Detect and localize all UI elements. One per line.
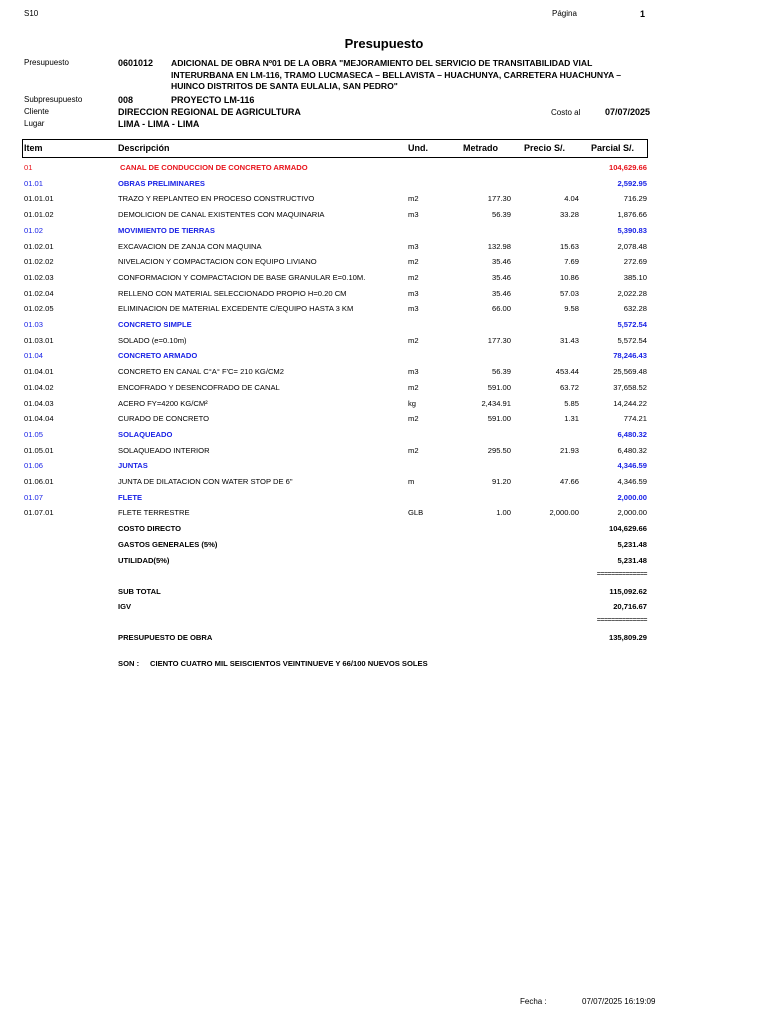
item-parcial: 385.10: [623, 272, 647, 282]
item-precio: 453.44: [555, 367, 579, 377]
col-metrado: Metrado: [463, 143, 499, 153]
item-metrado: 66.00: [491, 304, 511, 314]
item-code: 01.01.01: [24, 194, 54, 204]
table-row: [0, 163, 768, 177]
item-code: 01.02.04: [24, 288, 54, 298]
item-unit: kg: [408, 398, 417, 408]
col-item: Item: [24, 143, 43, 153]
item-description: CONCRETO SIMPLE: [118, 320, 192, 329]
costo-label: Costo al: [551, 108, 581, 117]
item-parcial: 5,572.54: [617, 320, 647, 329]
item-parcial: 6,480.32: [617, 445, 647, 455]
col-precio: Precio S/.: [524, 143, 566, 153]
item-precio: 15.63: [559, 241, 579, 251]
subpresupuesto-code: 008: [118, 95, 134, 105]
item-code: 01.05.01: [24, 445, 54, 455]
presupuesto-code: 0601012: [118, 58, 154, 68]
item-unit: m2: [408, 194, 419, 204]
item-description: CANAL DE CONDUCCION DE CONCRETO ARMADO: [120, 163, 308, 172]
item-description: FLETE: [118, 492, 143, 502]
item-description: JUNTA DE DILATACION CON WATER STOP DE 6": [118, 477, 293, 486]
item-description: OBRAS PRELIMINARES: [118, 178, 205, 188]
utilidad-label: UTILIDAD(5%): [118, 556, 170, 565]
table-row: [0, 508, 768, 522]
col-parcial: Parcial S/.: [591, 143, 635, 153]
item-unit: m2: [408, 382, 419, 392]
presupuesto-obra-label: PRESUPUESTO DE OBRA: [118, 633, 213, 642]
col-descripcion: Descripción: [118, 143, 170, 153]
item-precio: 21.93: [559, 445, 579, 455]
page-number: 1: [640, 9, 646, 19]
item-code: 01.06.01: [24, 477, 54, 486]
item-description: RELLENO CON MATERIAL SELECCIONADO PROPIO H=0.20 CM: [118, 288, 347, 298]
item-parcial: 37,658.52: [613, 382, 647, 392]
item-metrado: 56.39: [491, 367, 511, 377]
item-precio: 9.58: [564, 304, 579, 314]
item-unit: m2: [408, 335, 419, 345]
item-code: 01.05: [24, 429, 44, 439]
item-description: FLETE TERRESTRE: [118, 508, 190, 518]
item-metrado: 177.30: [487, 194, 511, 204]
subtotal-label: SUB TOTAL: [118, 587, 161, 596]
item-code: 01.02.02: [24, 257, 54, 267]
item-code: 01.01.02: [24, 210, 54, 220]
item-code: 01.01: [24, 178, 44, 188]
item-precio: 4.04: [564, 194, 579, 204]
totals-row-presupuesto: [0, 633, 768, 647]
item-description: NIVELACION Y COMPACTACION CON EQUIPO LIVIANO: [118, 257, 317, 267]
igv-label: IGV: [118, 602, 132, 611]
table-row: [0, 414, 768, 428]
item-parcial: 6,480.32: [617, 429, 647, 439]
item-precio: 31.43: [559, 335, 579, 345]
table-row: [0, 383, 768, 397]
item-unit: GLB: [408, 508, 424, 518]
item-metrado: 591.00: [487, 382, 511, 392]
item-parcial: 716.29: [623, 194, 647, 204]
item-parcial: 14,244.22: [613, 398, 647, 408]
item-description: ENCOFRADO Y DESENCOFRADO DE CANAL: [118, 382, 280, 392]
item-parcial: 25,569.48: [613, 367, 647, 377]
item-code: 01.07: [24, 492, 44, 502]
separator-line: ==============: [596, 617, 647, 624]
table-row: [0, 257, 768, 271]
item-precio: 7.69: [564, 257, 579, 267]
table-row: [0, 226, 768, 240]
gastos-value: 5,231.48: [617, 540, 647, 549]
item-description: TRAZO Y REPLANTEO EN PROCESO CONSTRUCTIVO: [118, 194, 315, 204]
item-metrado: 2,434.91: [481, 398, 511, 408]
costo-directo-label: COSTO DIRECTO: [118, 524, 182, 533]
item-unit: m2: [408, 272, 419, 282]
item-description: ACERO FY=4200 KG/CM²: [118, 398, 208, 408]
totals-row-utilidad: [0, 556, 768, 570]
item-unit: m3: [408, 288, 419, 298]
utilidad-value: 5,231.48: [617, 556, 647, 565]
table-header: [22, 139, 648, 158]
item-unit: m3: [408, 241, 419, 251]
amount-in-words: [0, 659, 768, 673]
son-text: CIENTO CUATRO MIL SEISCIENTOS VEINTINUEVE Y 66/100 NUEVOS SOLES: [150, 659, 428, 668]
item-metrado: 35.46: [491, 257, 511, 267]
item-parcial: 5,572.54: [617, 335, 647, 345]
item-code: 01.04: [24, 351, 44, 361]
item-description: MOVIMIENTO DE TIERRAS: [118, 225, 215, 235]
table-row: [0, 461, 768, 475]
item-precio: 63.72: [559, 382, 579, 392]
item-code: 01.04.03: [24, 398, 54, 408]
item-unit: m2: [408, 414, 419, 424]
item-code: 01.04.04: [24, 414, 54, 424]
table-row: [0, 477, 768, 491]
item-parcial: 4,346.59: [617, 477, 647, 486]
item-code: 01.02.01: [24, 241, 54, 251]
item-description: DEMOLICION DE CANAL EXISTENTES CON MAQUINARIA: [118, 210, 325, 220]
table-row: [0, 351, 768, 365]
item-precio: 1.31: [564, 414, 579, 424]
item-unit: m2: [408, 257, 419, 267]
item-metrado: 295.50: [487, 445, 511, 455]
item-parcial: 2,000.00: [617, 492, 647, 502]
item-description: CONCRETO EN CANAL C°A° F'C= 210 KG/CM2: [118, 367, 284, 377]
col-und: Und.: [408, 143, 428, 153]
item-metrado: 591.00: [487, 414, 511, 424]
item-description: ELIMINACION DE MATERIAL EXCEDENTE C/EQUIPO HASTA 3 KM: [118, 304, 354, 314]
cliente-label: Cliente: [24, 107, 49, 116]
totals-row-gastos: [0, 540, 768, 554]
item-code: 01: [24, 163, 33, 172]
table-row: [0, 430, 768, 444]
costo-date: 07/07/2025: [605, 107, 651, 117]
item-parcial: 632.28: [623, 304, 647, 314]
item-description: CONCRETO ARMADO: [118, 351, 198, 361]
costo-directo-value: 104,629.66: [608, 524, 647, 533]
item-code: 01.04.02: [24, 382, 54, 392]
item-description: EXCAVACION DE ZANJA CON MAQUINA: [118, 241, 262, 251]
fecha-value: 07/07/2025 16:19:09: [582, 997, 656, 1006]
table-row: [0, 493, 768, 507]
table-row: [0, 367, 768, 381]
table-row: [0, 289, 768, 303]
table-row: [0, 304, 768, 318]
item-parcial: 2,000.00: [617, 508, 647, 518]
table-row: [0, 179, 768, 193]
item-precio: 33.28: [559, 210, 579, 220]
item-precio: 2,000.00: [549, 508, 579, 518]
lugar-value: LIMA - LIMA - LIMA: [118, 119, 200, 129]
item-metrado: 132.98: [487, 241, 511, 251]
totals-row-costo-directo: [0, 524, 768, 538]
item-unit: m3: [408, 367, 419, 377]
item-parcial: 774.21: [623, 414, 647, 424]
item-unit: m3: [408, 304, 419, 314]
subpresupuesto-name: PROYECTO LM-116: [171, 95, 255, 105]
table-row: [0, 446, 768, 460]
item-code: 01.02: [24, 225, 44, 235]
table-row: [0, 242, 768, 256]
table-row: [0, 210, 768, 224]
table-row: [0, 320, 768, 334]
presupuesto-obra-value: 135,809.29: [608, 633, 647, 642]
item-metrado: 35.46: [491, 288, 511, 298]
item-metrado: 56.39: [491, 210, 511, 220]
page-label: Página: [552, 9, 577, 18]
item-metrado: 177.30: [487, 335, 511, 345]
fecha-label: Fecha :: [520, 997, 547, 1006]
item-metrado: 1.00: [496, 508, 511, 518]
igv-value: 20,716.67: [613, 602, 647, 611]
totals-row-subtotal: [0, 587, 768, 601]
item-code: 01.02.03: [24, 272, 54, 282]
table-row: [0, 336, 768, 350]
document-title: Presupuesto: [344, 36, 424, 51]
item-parcial: 2,078.48: [617, 241, 647, 251]
item-description: CURADO DE CONCRETO: [118, 414, 209, 424]
item-code: 01.02.05: [24, 304, 54, 314]
gastos-label: GASTOS GENERALES (5%): [118, 540, 218, 549]
lugar-label: Lugar: [24, 119, 45, 128]
item-parcial: 5,390.83: [617, 225, 647, 235]
item-unit: m3: [408, 210, 419, 220]
item-code: 01.06: [24, 461, 44, 471]
item-code: 01.07.01: [24, 508, 54, 518]
item-metrado: 35.46: [491, 272, 511, 282]
totals-row-igv: [0, 602, 768, 616]
item-precio: 5.85: [564, 398, 579, 408]
separator-line: ==============: [596, 571, 647, 578]
item-parcial: 104,629.66: [608, 163, 647, 172]
item-code: 01.03: [24, 320, 44, 329]
item-description: SOLADO (e=0.10m): [118, 335, 187, 345]
item-parcial: 272.69: [623, 257, 647, 267]
report-code: S10: [24, 9, 39, 18]
table-row: [0, 273, 768, 287]
presupuesto-label: Presupuesto: [24, 58, 69, 67]
item-precio: 57.03: [559, 288, 579, 298]
item-description: JUNTAS: [118, 461, 148, 471]
subpresupuesto-label: Subpresupuesto: [24, 95, 83, 104]
item-metrado: 91.20: [491, 477, 511, 486]
item-code: 01.03.01: [24, 335, 54, 345]
item-code: 01.04.01: [24, 367, 54, 377]
item-parcial: 1,876.66: [617, 210, 647, 220]
cliente-value: DIRECCION REGIONAL DE AGRICULTURA: [118, 107, 301, 117]
item-precio: 10.86: [559, 272, 579, 282]
item-parcial: 2,022.28: [617, 288, 647, 298]
item-description: SOLAQUEADO INTERIOR: [118, 445, 210, 455]
item-parcial: 78,246.43: [613, 351, 647, 361]
son-label: SON :: [118, 659, 140, 668]
item-parcial: 4,346.59: [617, 461, 647, 471]
item-unit: m: [408, 477, 415, 486]
item-description: CONFORMACION Y COMPACTACION DE BASE GRANULAR E=0.10M.: [118, 272, 366, 282]
item-unit: m2: [408, 445, 419, 455]
presupuesto-description: ADICIONAL DE OBRA Nº01 DE LA OBRA "MEJORAMIENTO DEL SERVICIO DE TRANSITABILIDAD VIAL INTERURBANA EN LM-116, TRAMO LUCMASECA – BELLAVISTA – HUACHUNYA, CARRETERA HUACHUNYA – HUINCO DISTRITOS DE SANTA EULALIA, SAN PEDRO": [171, 58, 622, 91]
item-parcial: 2,592.95: [617, 178, 647, 188]
item-description: SOLAQUEADO: [118, 429, 173, 439]
table-row: [0, 194, 768, 208]
table-row: [0, 399, 768, 413]
item-precio: 47.66: [559, 477, 579, 486]
subtotal-value: 115,092.62: [609, 587, 647, 596]
